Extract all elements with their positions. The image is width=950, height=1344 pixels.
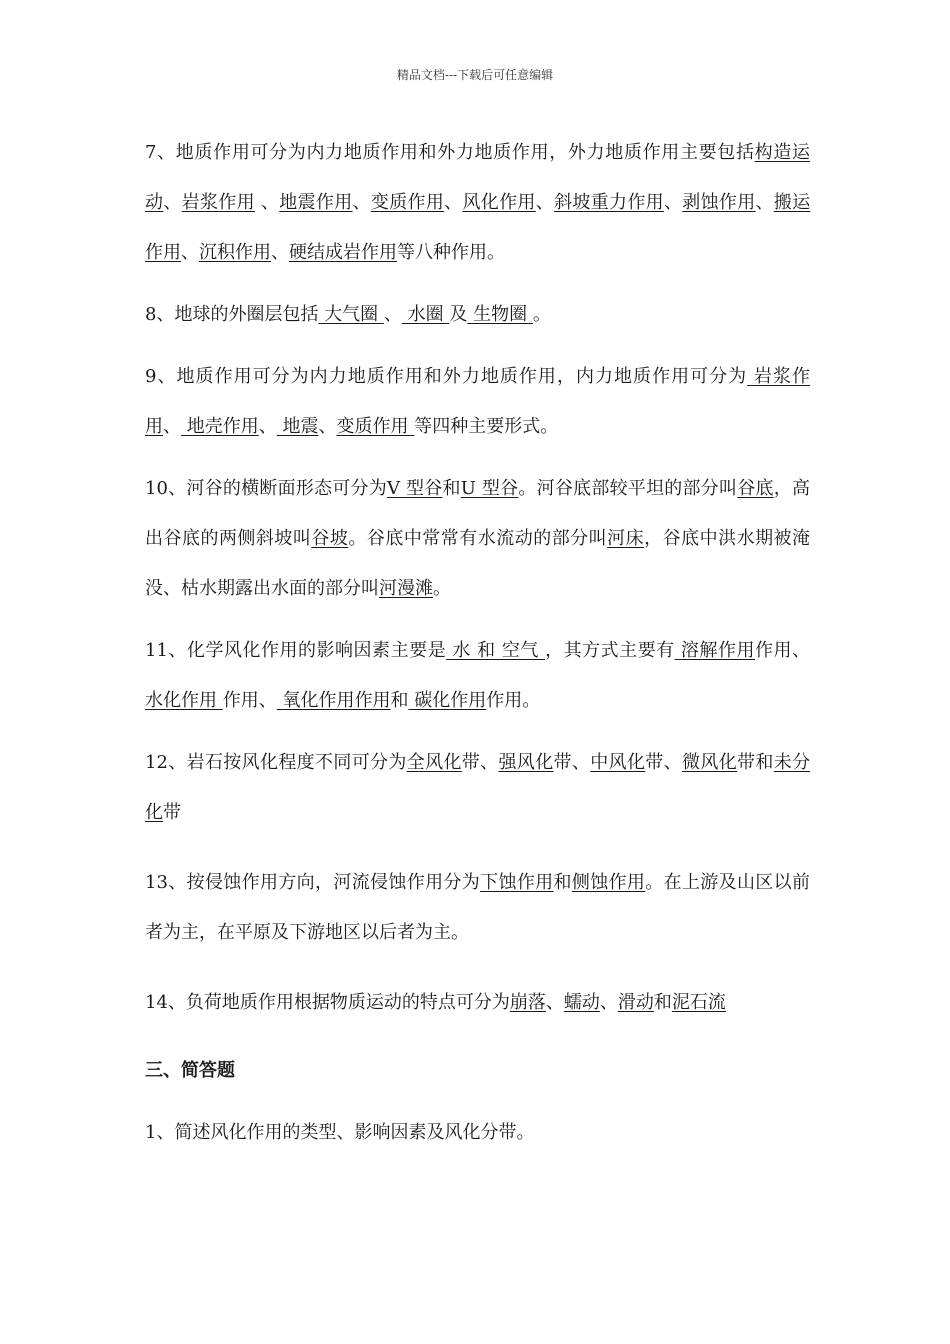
answer-blank: 侧蚀作用	[571, 872, 646, 893]
answer-blank: 搬运作用	[145, 192, 811, 263]
question-text: 带、	[553, 752, 591, 773]
question-text: 带和	[737, 752, 774, 773]
question-text: 、	[599, 992, 618, 1013]
answer-blank: 强风化	[498, 752, 554, 773]
answer-blank: 硬结成岩作用	[289, 242, 397, 263]
question-text: 和	[390, 690, 409, 711]
question-text: 9、地质作用可分为内力地质作用和外力地质作用，内力地质作用可分为	[145, 366, 748, 387]
answer-blank: 地震	[276, 416, 319, 437]
answer-blank: 碳化作用	[408, 690, 487, 711]
section-title: 三、简答题	[145, 1060, 235, 1081]
fill-in-item-11	[145, 626, 810, 726]
answer-blank: 构造运动	[145, 142, 811, 213]
question-text: 8、地球的外圈层包括	[145, 304, 319, 325]
question-text: 14、负荷地质作用根据物质运动的特点可分为	[145, 992, 510, 1013]
question-text: 、	[254, 192, 280, 213]
question-text: 作用。	[486, 690, 541, 711]
question-text: 。	[532, 304, 551, 325]
answer-blank: 中风化	[590, 752, 646, 773]
answer-blank: 微风化	[682, 752, 738, 773]
answer-blank: 谷坡	[311, 528, 349, 549]
answer-blank: 变质作用	[370, 192, 445, 213]
answer-blank: 溶解作用	[674, 640, 755, 661]
question-text: 带、	[645, 752, 682, 773]
answer-blank: 全风化	[406, 752, 462, 773]
question-text: 带	[163, 802, 181, 823]
page-header: 精品文档---下载后可任意编辑	[396, 68, 554, 82]
question-text: 及	[449, 304, 468, 325]
answer-blank: 谷底	[737, 478, 774, 499]
answer-blank: V 型谷	[387, 478, 443, 499]
fill-in-item-9	[145, 352, 810, 452]
answer-blank: 蠕动	[563, 992, 600, 1013]
question-text: 、	[163, 416, 181, 437]
question-text: ，高出谷底的两侧斜坡叫	[145, 478, 811, 549]
fill-in-item-10	[145, 464, 810, 614]
fill-in-item-13	[145, 858, 810, 958]
question-text: 等四种主要形式。	[414, 416, 559, 437]
question-text: 作用、	[222, 690, 277, 711]
question-text: 和	[442, 478, 461, 499]
answer-blank: 风化作用	[462, 192, 536, 213]
question-text: 、	[383, 304, 402, 325]
question-text: 。谷底中常常有水流动的部分叫	[348, 528, 608, 549]
question-text: 作用、	[755, 640, 811, 661]
question-text: 、	[535, 192, 555, 213]
question-text: 、	[663, 192, 683, 213]
question-text: 7、地质作用可分为内力地质作用和外力地质作用，外力地质作用主要包括	[145, 142, 755, 163]
question-text: 等八种作用。	[397, 242, 505, 263]
answer-blank: 生物圈	[467, 304, 533, 325]
answer-blank: 地震作用	[279, 192, 353, 213]
question-text: 13、按侵蚀作用方向，河流侵蚀作用分为	[145, 872, 481, 893]
document-body	[145, 128, 810, 1170]
question-text: 和	[553, 872, 572, 893]
question-text: 、	[318, 416, 337, 437]
question-text: 11、化学风化作用的影响因素主要是	[145, 640, 447, 661]
question-text: 。河谷底部较平坦的部分叫	[518, 478, 738, 499]
question-text: 、	[755, 192, 774, 213]
answer-blank: 水化作用	[145, 690, 223, 711]
answer-blank: 地壳作用	[181, 416, 259, 437]
answer-blank: 下蚀作用	[480, 872, 554, 893]
answer-blank: 斜坡重力作用	[554, 192, 664, 213]
question-text: ，谷底中洪水期被淹没、枯水期露出水面的部分叫	[145, 528, 811, 599]
answer-blank: 滑动	[617, 992, 654, 1013]
fill-in-item-8	[145, 290, 810, 340]
question-text: 带、	[461, 752, 499, 773]
answer-blank: 沉积作用	[199, 242, 271, 263]
question-text: 。	[433, 578, 451, 599]
answer-blank: 岩浆作用	[181, 192, 255, 213]
answer-blank: 河漫滩	[379, 578, 433, 599]
answer-blank: U 型谷	[460, 478, 519, 499]
answer-blank: 剥蚀作用	[682, 192, 756, 213]
answer-blank: 未分化	[145, 752, 811, 823]
question-text: 、	[258, 416, 277, 437]
answer-blank: 崩落	[509, 992, 546, 1013]
question-text: 、	[352, 192, 371, 213]
answer-blank: 水圈	[401, 304, 450, 325]
question-text: 10、河谷的横断面形态可分为	[145, 478, 388, 499]
question-text: 、	[545, 992, 564, 1013]
question-text: 、	[181, 242, 199, 263]
question-text: ，其方式主要有	[545, 640, 675, 661]
answer-blank: 河床	[607, 528, 645, 549]
fill-in-item-7	[145, 128, 810, 278]
fill-in-item-12	[145, 738, 810, 838]
short-answer-question-1: 1、简述风化作用的类型、影响因素及风化分带。	[145, 1122, 535, 1143]
question-text: 、	[444, 192, 463, 213]
answer-blank: 大气圈	[318, 304, 384, 325]
fill-in-item-14	[145, 978, 810, 1028]
answer-blank: 氧化作用作用	[276, 690, 391, 711]
question-text: 、	[271, 242, 289, 263]
answer-blank: 水 和 空气	[446, 640, 546, 661]
question-text: 。在上游及山区以前者为主，在平原及下游地区以后者为主。	[145, 872, 811, 943]
answer-blank: 岩浆作用	[145, 366, 810, 437]
question-text: 、	[163, 192, 182, 213]
question-text: 12、岩石按风化程度不同可分为	[145, 752, 407, 773]
question-text: 和	[653, 992, 672, 1013]
answer-blank: 泥石流	[671, 992, 726, 1013]
answer-blank: 变质作用	[336, 416, 415, 437]
